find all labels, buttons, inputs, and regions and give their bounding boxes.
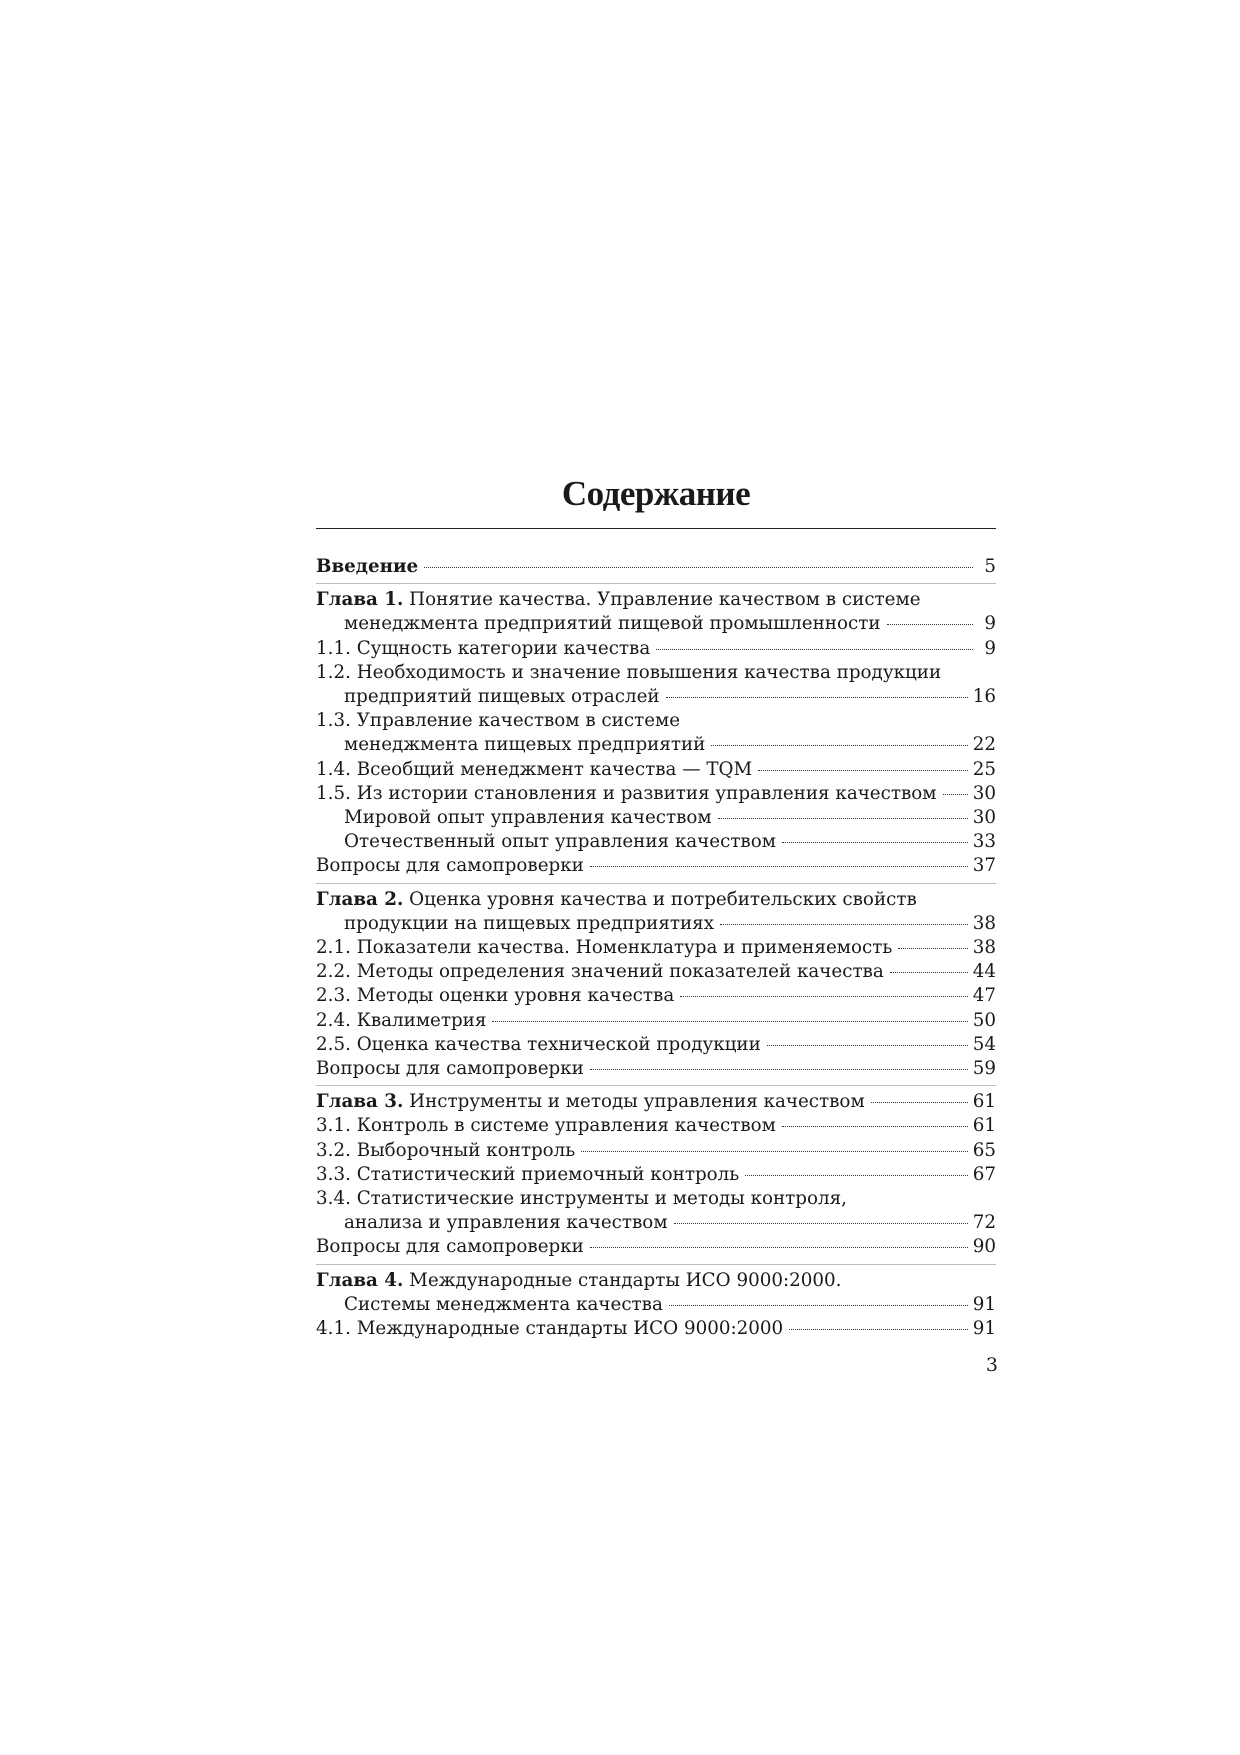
toc-entry-title xyxy=(316,1114,776,1138)
toc-entry-text: 3.2. Выборочный контроль xyxy=(316,1139,576,1161)
toc-page-number: 30 xyxy=(972,807,996,829)
toc-page-number: 16 xyxy=(972,686,996,708)
dot-leader xyxy=(898,948,967,949)
toc-entry[interactable] xyxy=(316,912,996,936)
dot-leader xyxy=(590,866,968,867)
toc-page-number: 91 xyxy=(972,1318,996,1340)
toc-entry[interactable] xyxy=(316,984,996,1008)
toc-entry[interactable] xyxy=(316,709,996,733)
toc-entry-text: менеджмента пищевых предприятий xyxy=(344,734,706,756)
page-number: 3 xyxy=(985,1354,998,1376)
toc-entry[interactable] xyxy=(316,1269,996,1293)
toc-entry-title xyxy=(344,733,705,757)
toc-entry-text: Вопросы для самопроверки xyxy=(316,1236,584,1258)
toc-page-number: 61 xyxy=(972,1115,996,1137)
toc-page-number: 9 xyxy=(984,613,996,635)
dot-leader xyxy=(666,697,968,698)
toc-entry-title xyxy=(344,685,660,709)
dot-leader xyxy=(718,818,968,819)
toc-entry-text: Понятие качества. Управление качеством в системе xyxy=(403,589,921,611)
toc-entry-title xyxy=(344,806,712,830)
toc-entry-title xyxy=(316,888,917,912)
toc-page-number: 47 xyxy=(972,985,996,1007)
toc-section xyxy=(316,888,996,1087)
toc-entry[interactable] xyxy=(316,1033,996,1057)
toc-entry-text: Вопросы для самопроверки xyxy=(316,1058,584,1080)
toc-entry[interactable] xyxy=(316,1187,996,1211)
toc-entry-text: 4.1. Международные стандарты ИСО 9000:2000 xyxy=(316,1318,784,1340)
toc-section xyxy=(316,1269,996,1346)
toc-entry-title xyxy=(316,1057,584,1081)
toc-entry[interactable] xyxy=(316,758,996,782)
dot-leader xyxy=(680,996,968,997)
dot-leader xyxy=(424,567,973,568)
title-divider xyxy=(316,528,996,529)
toc-section xyxy=(316,555,996,584)
toc-entry-text: 3.4. Статистические инструменты и методы контроля, xyxy=(316,1188,847,1210)
toc-entry-text: 1.1. Сущность категории качества xyxy=(316,637,651,659)
dot-leader xyxy=(782,842,968,843)
toc-entry[interactable] xyxy=(316,1293,996,1317)
toc-page-number: 30 xyxy=(972,782,996,804)
toc-entry[interactable] xyxy=(316,960,996,984)
dot-leader xyxy=(789,1329,968,1330)
dot-leader xyxy=(720,924,968,925)
table-of-contents xyxy=(316,470,996,1349)
dot-leader xyxy=(581,1151,968,1152)
toc-entry-text: Инструменты и методы управления качеством xyxy=(403,1091,865,1113)
toc-entry[interactable] xyxy=(316,1317,996,1341)
chapter-label: Глава 3. xyxy=(316,1091,404,1113)
toc-entry-text: анализа и управления качеством xyxy=(344,1212,668,1234)
toc-entry-title xyxy=(316,1033,761,1057)
toc-entry[interactable] xyxy=(316,1163,996,1187)
toc-entry-title xyxy=(316,984,674,1008)
page-title: Содержание xyxy=(561,474,751,513)
dot-leader xyxy=(758,770,968,771)
toc-page-number: 33 xyxy=(972,831,996,853)
toc-entry-title xyxy=(316,936,892,960)
toc-entry-text: предприятий пищевых отраслей xyxy=(344,686,660,708)
chapter-label: Глава 1. xyxy=(316,589,404,611)
toc-entry-title xyxy=(344,1211,668,1235)
toc-entry-text: 2.3. Методы оценки уровня качества xyxy=(316,985,675,1007)
toc-entry-text: 2.2. Методы определения значений показателей качества xyxy=(316,961,884,983)
toc-entry-text: Оценка уровня качества и потребительских свойств xyxy=(403,888,917,910)
toc-entry-text: 1.4. Всеобщий менеджмент качества — TQM xyxy=(316,758,753,780)
toc-page-number: 22 xyxy=(972,734,996,756)
toc-page-number: 5 xyxy=(984,556,996,577)
dot-leader xyxy=(656,649,973,650)
dot-leader xyxy=(890,972,968,973)
toc-entry[interactable] xyxy=(316,1114,996,1138)
toc-entry-text: 2.5. Оценка качества технической продукции xyxy=(316,1033,761,1055)
toc-entry[interactable] xyxy=(316,854,996,878)
toc-entry[interactable] xyxy=(316,936,996,960)
toc-entry-title xyxy=(316,1235,584,1259)
toc-entry-text: Международные стандарты ИСО 9000:2000. xyxy=(403,1269,842,1291)
toc-entry[interactable] xyxy=(316,1009,996,1033)
toc-page-number: 38 xyxy=(972,937,996,959)
toc-page-number: 65 xyxy=(972,1139,996,1161)
toc-entry[interactable] xyxy=(316,661,996,685)
toc-entry[interactable] xyxy=(316,1057,996,1081)
toc-entry-title xyxy=(316,1269,841,1293)
toc-entry-title xyxy=(344,612,881,636)
toc-entry-text: Вопросы для самопроверки xyxy=(316,855,584,877)
chapter-label: Глава 4. xyxy=(316,1269,404,1291)
toc-section xyxy=(316,588,996,883)
dot-leader xyxy=(943,794,968,795)
toc-entry-text: менеджмента предприятий пищевой промышленности xyxy=(344,613,881,635)
toc-entry-text: Системы менеджмента качества xyxy=(344,1293,663,1315)
toc-entry[interactable] xyxy=(316,555,996,579)
toc-entry[interactable] xyxy=(316,830,996,854)
toc-entry-text: 1.2. Необходимость и значение повышения качества продукции xyxy=(316,661,942,683)
toc-entry-text: Отечественный опыт управления качеством xyxy=(344,831,776,853)
toc-entry-title xyxy=(316,709,680,733)
dot-leader xyxy=(590,1069,968,1070)
toc-page-number: 37 xyxy=(972,855,996,877)
toc-entry-title xyxy=(316,854,584,878)
toc-entry-title xyxy=(316,1317,783,1341)
toc-entry-text: 2.4. Квалиметрия xyxy=(316,1009,487,1031)
toc-page-number: 59 xyxy=(972,1058,996,1080)
dot-leader xyxy=(492,1021,967,1022)
toc-entry-title xyxy=(316,1187,847,1211)
dot-leader xyxy=(590,1247,968,1248)
toc-entry-title xyxy=(316,960,884,984)
toc-entry[interactable] xyxy=(316,782,996,806)
toc-page-number: 9 xyxy=(984,637,996,659)
chapter-label: Глава 2. xyxy=(316,888,404,910)
toc-entry[interactable] xyxy=(316,1090,996,1114)
toc-entry[interactable] xyxy=(316,1235,996,1259)
toc-entry-title xyxy=(344,830,776,854)
toc-entry-text: 1.5. Из истории становления и развития управления качеством xyxy=(316,782,937,804)
toc-page-number: 91 xyxy=(972,1293,996,1315)
toc-entry[interactable] xyxy=(316,637,996,661)
toc-list xyxy=(316,555,996,1345)
toc-entry[interactable] xyxy=(316,1211,996,1235)
toc-page-number: 54 xyxy=(972,1033,996,1055)
dot-leader xyxy=(674,1223,968,1224)
toc-page-number: 72 xyxy=(972,1212,996,1234)
toc-entry-title xyxy=(316,758,752,782)
toc-entry[interactable] xyxy=(316,685,996,709)
dot-leader xyxy=(782,1126,968,1127)
toc-entry[interactable] xyxy=(316,1139,996,1163)
toc-entry-title xyxy=(316,661,941,685)
toc-entry-title xyxy=(344,912,714,936)
dot-leader xyxy=(711,745,967,746)
toc-page-number: 90 xyxy=(972,1236,996,1258)
toc-entry-title xyxy=(316,637,650,661)
toc-page-number: 50 xyxy=(972,1009,996,1031)
toc-page-number: 38 xyxy=(972,912,996,934)
dot-leader xyxy=(745,1175,968,1176)
toc-entry-title xyxy=(316,1163,739,1187)
toc-entry-title xyxy=(344,1293,663,1317)
dot-leader xyxy=(871,1102,968,1103)
toc-entry-title xyxy=(316,555,418,579)
toc-page-number: 44 xyxy=(972,961,996,983)
toc-entry[interactable] xyxy=(316,888,996,912)
dot-leader xyxy=(767,1045,968,1046)
toc-page-number: 67 xyxy=(972,1163,996,1185)
toc-entry[interactable] xyxy=(316,612,996,636)
chapter-label: Введение xyxy=(316,556,419,577)
dot-leader xyxy=(887,624,973,625)
toc-entry-text: 3.1. Контроль в системе управления качеством xyxy=(316,1115,776,1137)
toc-entry-text: Мировой опыт управления качеством xyxy=(344,807,712,829)
toc-entry-title xyxy=(316,1139,575,1163)
toc-entry-title xyxy=(316,588,921,612)
toc-entry-text: 1.3. Управление качеством в системе xyxy=(316,710,681,732)
toc-section xyxy=(316,1090,996,1264)
toc-page-number: 25 xyxy=(972,758,996,780)
toc-entry[interactable] xyxy=(316,806,996,830)
dot-leader xyxy=(669,1305,968,1306)
toc-entry[interactable] xyxy=(316,733,996,757)
toc-entry-title xyxy=(316,1090,865,1114)
toc-entry-text: продукции на пищевых предприятиях xyxy=(344,912,715,934)
toc-entry-text: 3.3. Статистический приемочный контроль xyxy=(316,1163,740,1185)
toc-entry-title xyxy=(316,1009,486,1033)
toc-page-number: 61 xyxy=(972,1091,996,1113)
toc-entry-title xyxy=(316,782,937,806)
toc-entry-text: 2.1. Показатели качества. Номенклатура и применяемость xyxy=(316,937,893,959)
toc-entry[interactable] xyxy=(316,588,996,612)
